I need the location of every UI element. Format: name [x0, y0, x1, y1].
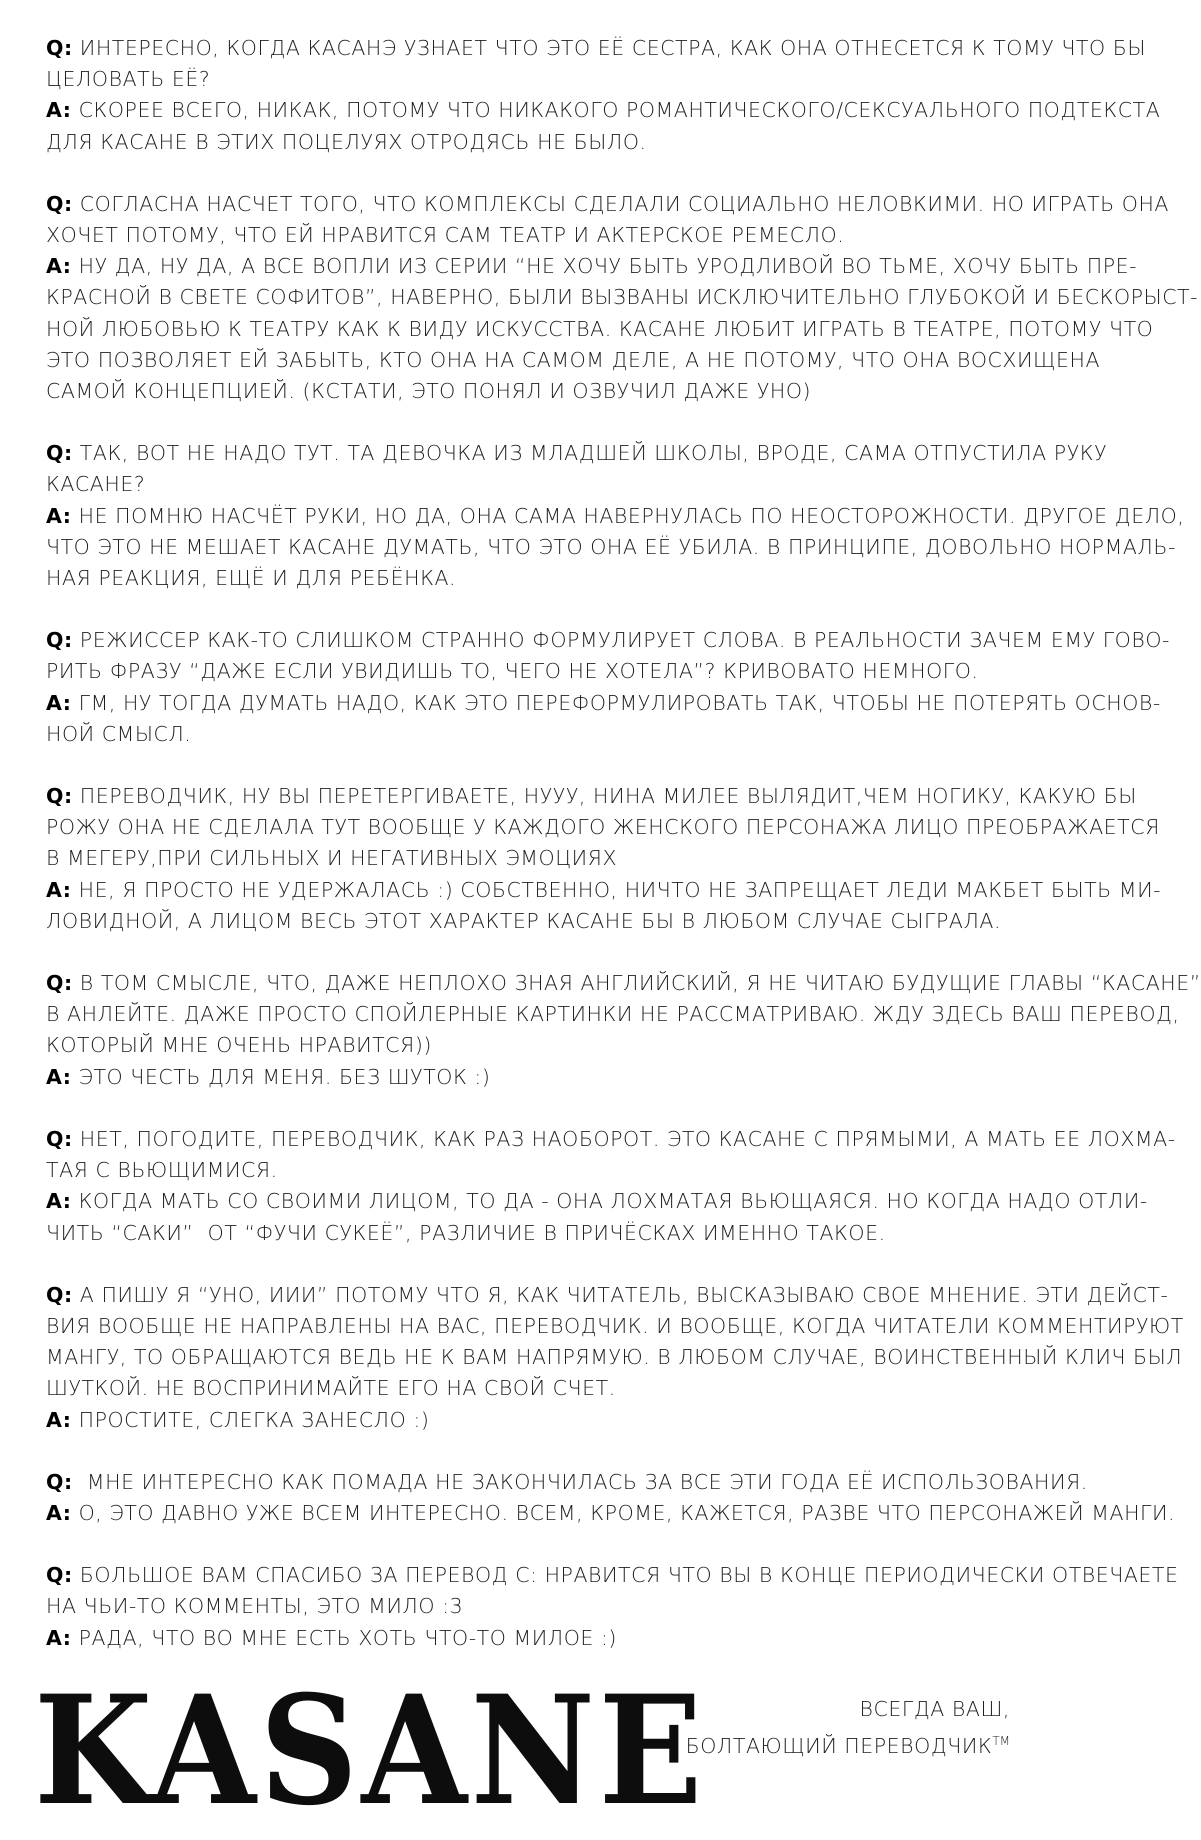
question-line [46, 220, 1026, 251]
answer-line [46, 688, 1161, 719]
answer-text: НОЙ ЛЮБОВЬЮ К ТЕАТРУ КАК К ВИДУ ИСКУССТВА. КАСАНЕ ЛЮБИТ ИГРАТЬ В ТЕАТРЕ, ПОТОМУ ЧТО [46, 316, 1154, 341]
answer-line [46, 345, 1101, 376]
question-line [46, 1591, 1026, 1622]
question-line [46, 1467, 1088, 1498]
qa-list [46, 33, 1201, 1654]
question-text: РИТЬ ФРАЗУ “ДАЖЕ ЕСЛИ УВИДИШЬ ТО, ЧЕГО НЕ ХОТЕЛА”? КРИВОВАТО НЕМНОГО. [46, 659, 979, 684]
question-marker: Q: [46, 971, 73, 996]
question-marker: Q: [46, 36, 73, 60]
question-marker: Q: [46, 1282, 73, 1307]
answer-text: ГМ, НУ ТОГДА ДУМАТЬ НАДО, КАК ЭТО ПЕРЕФОРМУЛИРОВАТЬ ТАК, ЧТОБЫ НЕ ПОТЕРЯТЬ ОСНОВ- [71, 690, 1161, 715]
answer-line [46, 127, 1026, 158]
question-text: ЦЕЛОВАТЬ ЕЁ? [46, 67, 211, 92]
question-line [46, 1560, 1179, 1591]
question-text: ИНТЕРЕСНО, КОГДА КАСАНЭ УЗНАЕТ ЧТО ЭТО ЕЁ СЕСТРА, КАК ОНА ОТНЕСЕТСЯ К ТОМУ ЧТО БЫ [72, 36, 1147, 60]
question-line [46, 812, 1160, 843]
page-footer [0, 1663, 1066, 1839]
answer-line [46, 1405, 1026, 1436]
logo-text: KASANE [34, 1663, 706, 1839]
qa-block [46, 1467, 1176, 1529]
question-line [46, 656, 1026, 687]
qa-block [46, 1124, 1176, 1249]
question-marker: Q: [46, 1126, 73, 1151]
question-line [46, 1311, 1184, 1342]
answer-line [46, 501, 1185, 532]
qa-block [46, 33, 1161, 158]
answer-marker: A: [46, 98, 72, 123]
answer-line [46, 1218, 1026, 1249]
answer-text: ЧТО ЭТО НЕ МЕШАЕТ КАСАНЕ ДУМАТЬ, ЧТО ЭТО ОНА ЕЁ УБИЛА. В ПРИНЦИПЕ, ДОВОЛЬНО НОРМАЛЬ- [46, 534, 1176, 559]
answer-text: ЭТО ЧЕСТЬ ДЛЯ МЕНЯ. БЕЗ ШУТОК :) [71, 1064, 491, 1089]
answer-line [46, 282, 1199, 313]
question-line [46, 1124, 1176, 1155]
answer-marker: A: [46, 1064, 72, 1089]
question-text: ВИЯ ВООБЩЕ НЕ НАПРАВЛЕНЫ НА ВАС, ПЕРЕВОДЧИК. И ВООБЩЕ, КОГДА ЧИТАТЕЛИ КОММЕНТИРУЮТ [46, 1313, 1184, 1338]
question-text: В МЕГЕРУ,ПРИ СИЛЬНЫХ И НЕГАТИВНЫХ ЭМОЦИЯХ [46, 846, 618, 871]
kasane-logo [34, 1663, 716, 1839]
answer-line [46, 314, 1154, 345]
question-line [46, 843, 1026, 874]
trademark-mark: TM [992, 1734, 1010, 1748]
question-text: ТАЯ С ВЬЮЩИМИСЯ. [46, 1158, 278, 1183]
answer-marker: A: [46, 877, 72, 902]
answer-line [46, 563, 1026, 594]
answer-text: НУ ДА, НУ ДА, А ВСЕ ВОПЛИ ИЗ СЕРИИ “НЕ ХОЧУ БЫТЬ УРОДЛИВОЙ ВО ТЬМЕ, ХОЧУ БЫТЬ ПРЕ- [71, 254, 1138, 279]
question-text: НА ЧЬИ-ТО КОММЕНТЫ, ЭТО МИЛО :3 [46, 1594, 464, 1619]
signoff-line-1: ВСЕГДА ВАШ, [859, 1697, 1010, 1721]
question-text: ХОЧЕТ ПОТОМУ, ЧТО ЕЙ НРАВИТСЯ САМ ТЕАТР И АКТЕРСКОЕ РЕМЕСЛО. [46, 223, 845, 248]
question-text: МНЕ ИНТЕРЕСНО КАК ПОМАДА НЕ ЗАКОНЧИЛАСЬ ЗА ВСЕ ЭТИ ГОДА ЕЁ ИСПОЛЬЗОВАНИЯ. [72, 1469, 1088, 1494]
signoff-line-2-text: БОЛТАЮЩИЙ ПЕРЕВОДЧИК [685, 1733, 993, 1758]
answer-marker: A: [46, 1500, 72, 1525]
answer-text: ЧИТЬ “САКИ” ОТ “ФУЧИ СУКЕЁ”, РАЗЛИЧИЕ В ПРИЧЁСКАХ ИМЕННО ТАКОЕ. [46, 1220, 886, 1245]
answer-marker: A: [46, 254, 72, 279]
question-text: СОГЛАСНА НАСЧЕТ ТОГО, ЧТО КОМПЛЕКСЫ СДЕЛАЛИ СОЦИАЛЬНО НЕЛОВКИМИ. НО ИГРАТЬ ОНА [72, 191, 1169, 216]
answer-text: РАДА, ЧТО ВО МНЕ ЕСТЬ ХОТЬ ЧТО-ТО МИЛОЕ :) [71, 1625, 617, 1650]
qa-block [46, 189, 1199, 407]
question-text: ТАК, ВОТ НЕ НАДО ТУТ. ТА ДЕВОЧКА ИЗ МЛАДШЕЙ ШКОЛЫ, ВРОДЕ, САМА ОТПУСТИЛА РУКУ [72, 441, 1108, 466]
question-text: МАНГУ, ТО ОБРАЩАЮТСЯ ВЕДЬ НЕ К ВАМ НАПРЯМУЮ. В ЛЮБОМ СЛУЧАЕ, ВОИНСТВЕННЫЙ КЛИЧ БЫЛ [46, 1345, 1183, 1370]
qa-block [46, 968, 1201, 1093]
question-line [46, 1155, 1026, 1186]
answer-marker: A: [46, 690, 72, 715]
question-text: А ПИШУ Я “УНО, ИИИ” ПОТОМУ ЧТО Я, КАК ЧИТАТЕЛЬ, ВЫСКАЗЫВАЮ СВОЕ МНЕНИЕ. ЭТИ ДЕЙСТ- [72, 1282, 1169, 1307]
question-line [46, 33, 1147, 64]
qa-block [46, 625, 1170, 750]
signoff-line-2 [686, 1725, 1010, 1762]
question-marker: Q: [46, 1563, 73, 1588]
answer-text: НЕ, Я ПРОСТО НЕ УДЕРЖАЛАСЬ :) СОБСТВЕННО, НИЧТО НЕ ЗАПРЕЩАЕТ ЛЕДИ МАКБЕТ БЫТЬ МИ- [71, 877, 1162, 902]
answer-text: ЛОВИДНОЙ, А ЛИЦОМ ВЕСЬ ЭТОТ ХАРАКТЕР КАСАНЕ БЫ В ЛЮБОМ СЛУЧАЕ СЫГРАЛА. [46, 908, 1002, 933]
question-line [46, 999, 1180, 1030]
answer-marker: A: [46, 503, 72, 528]
answer-text: ДЛЯ КАСАНЕ В ЭТИХ ПОЦЕЛУЯХ ОТРОДЯСЬ НЕ БЫЛО. [46, 129, 647, 154]
answer-line [46, 532, 1176, 563]
question-line [46, 1030, 1026, 1061]
question-line [46, 438, 1108, 469]
question-marker: Q: [46, 1469, 73, 1494]
answer-line [46, 719, 1026, 750]
answer-line [46, 906, 1026, 937]
translator-signoff [686, 1693, 1010, 1762]
answer-text: НОЙ СМЫСЛ. [46, 721, 192, 746]
answer-text: СКОРЕЕ ВСЕГО, НИКАК, ПОТОМУ ЧТО НИКАКОГО РОМАНТИЧЕСКОГО/СЕКСУАЛЬНОГО ПОДТЕКСТА [71, 98, 1161, 123]
answer-text: КОГДА МАТЬ СО СВОИМИ ЛИЦОМ, ТО ДА - ОНА ЛОХМАТАЯ ВЬЮЩАЯСЯ. НО КОГДА НАДО ОТЛИ- [71, 1189, 1148, 1214]
answer-line [46, 1186, 1148, 1217]
qa-block [46, 1560, 1179, 1654]
question-marker: Q: [46, 441, 73, 466]
answer-line [46, 95, 1161, 126]
question-line [46, 1373, 1026, 1404]
qa-block [46, 438, 1185, 594]
answer-text: НАЯ РЕАКЦИЯ, ЕЩЁ И ДЛЯ РЕБЁНКА. [46, 566, 457, 591]
question-line [46, 625, 1170, 656]
question-text: РОЖУ ОНА НЕ СДЕЛАЛА ТУТ ВООБЩЕ У КАЖДОГО ЖЕНСКОГО ПЕРСОНАЖА ЛИЦО ПРЕОБРАЖАЕТСЯ [46, 815, 1160, 840]
question-text: КАСАНЕ? [46, 472, 146, 497]
answer-text: НЕ ПОМНЮ НАСЧЁТ РУКИ, НО ДА, ОНА САМА НАВЕРНУЛАСЬ ПО НЕОСТОРОЖНОСТИ. ДРУГОЕ ДЕЛО, [71, 503, 1185, 528]
question-marker: Q: [46, 628, 73, 653]
answer-line [46, 875, 1162, 906]
answer-text: ПРОСТИТЕ, СЛЕГКА ЗАНЕСЛО :) [71, 1407, 430, 1432]
question-text: КОТОРЫЙ МНЕ ОЧЕНЬ НРАВИТСЯ)) [46, 1033, 432, 1058]
answer-text: О, ЭТО ДАВНО УЖЕ ВСЕМ ИНТЕРЕСНО. ВСЕМ, КРОМЕ, КАЖЕТСЯ, РАЗВЕ ЧТО ПЕРСОНАЖЕЙ МАНГИ. [71, 1500, 1176, 1525]
question-marker: Q: [46, 191, 73, 216]
question-text: В ТОМ СМЫСЛЕ, ЧТО, ДАЖЕ НЕПЛОХО ЗНАЯ АНГЛИЙСКИЙ, Я НЕ ЧИТАЮ БУДУЩИЕ ГЛАВЫ “КАСАНЕ” [72, 971, 1201, 996]
qa-block [46, 781, 1162, 937]
question-line [46, 968, 1201, 999]
question-text: НЕТ, ПОГОДИТЕ, ПЕРЕВОДЧИК, КАК РАЗ НАОБОРОТ. ЭТО КАСАНЕ С ПРЯМЫМИ, А МАТЬ ЕЕ ЛОХМА- [72, 1126, 1176, 1151]
answer-text: САМОЙ КОНЦЕПЦИЕЙ. (КСТАТИ, ЭТО ПОНЯЛ И ОЗВУЧИЛ ДАЖЕ УНО) [46, 379, 812, 404]
answer-text: КРАСНОЙ В СВЕТЕ СОФИТОВ”, НАВЕРНО, БЫЛИ ВЫЗВАНЫ ИСКЛЮЧИТЕЛЬНО ГЛУБОКОЙ И БЕСКОРЫСТ- [46, 285, 1199, 310]
question-text: В АНЛЕЙТЕ. ДАЖЕ ПРОСТО СПОЙЛЕРНЫЕ КАРТИНКИ НЕ РАССМАТРИВАЮ. ЖДУ ЗДЕСЬ ВАШ ПЕРЕВОД, [46, 1002, 1180, 1027]
question-text: РЕЖИССЕР КАК-ТО СЛИШКОМ СТРАННО ФОРМУЛИРУЕТ СЛОВА. В РЕАЛЬНОСТИ ЗАЧЕМ ЕМУ ГОВО- [72, 628, 1170, 653]
question-line [46, 1342, 1183, 1373]
answer-line [46, 251, 1138, 282]
answer-marker: A: [46, 1625, 72, 1650]
answer-text: ЭТО ПОЗВОЛЯЕТ ЕЙ ЗАБЫТЬ, КТО ОНА НА САМОМ ДЕЛЕ, А НЕ ПОТОМУ, ЧТО ОНА ВОСХИЩЕНА [46, 347, 1101, 372]
answer-marker: A: [46, 1189, 72, 1214]
question-text: БОЛЬШОЕ ВАМ СПАСИБО ЗА ПЕРЕВОД С: НРАВИТСЯ ЧТО ВЫ В КОНЦЕ ПЕРИОДИЧЕСКИ ОТВЕЧАЕТЕ [72, 1563, 1179, 1588]
question-line [46, 64, 1026, 95]
qa-block [46, 1280, 1184, 1436]
question-marker: Q: [46, 784, 73, 809]
question-text: ШУТКОЙ. НЕ ВОСПРИНИМАЙТЕ ЕГО НА СВОЙ СЧЕТ. [46, 1376, 616, 1401]
answer-line [46, 1623, 1026, 1654]
question-line [46, 781, 1137, 812]
answer-line [46, 1498, 1176, 1529]
question-line [46, 189, 1169, 220]
question-line [46, 1280, 1169, 1311]
answer-line [46, 376, 1026, 407]
question-text: ПЕРЕВОДЧИК, НУ ВЫ ПЕРЕТЕРГИВАЕТЕ, НУУУ, НИНА МИЛЕЕ ВЫЛЯДИТ,ЧЕМ НОГИКУ, КАКУЮ БЫ [72, 784, 1137, 809]
question-line [46, 469, 1026, 500]
answer-marker: A: [46, 1407, 72, 1432]
answer-line [46, 1062, 1026, 1093]
